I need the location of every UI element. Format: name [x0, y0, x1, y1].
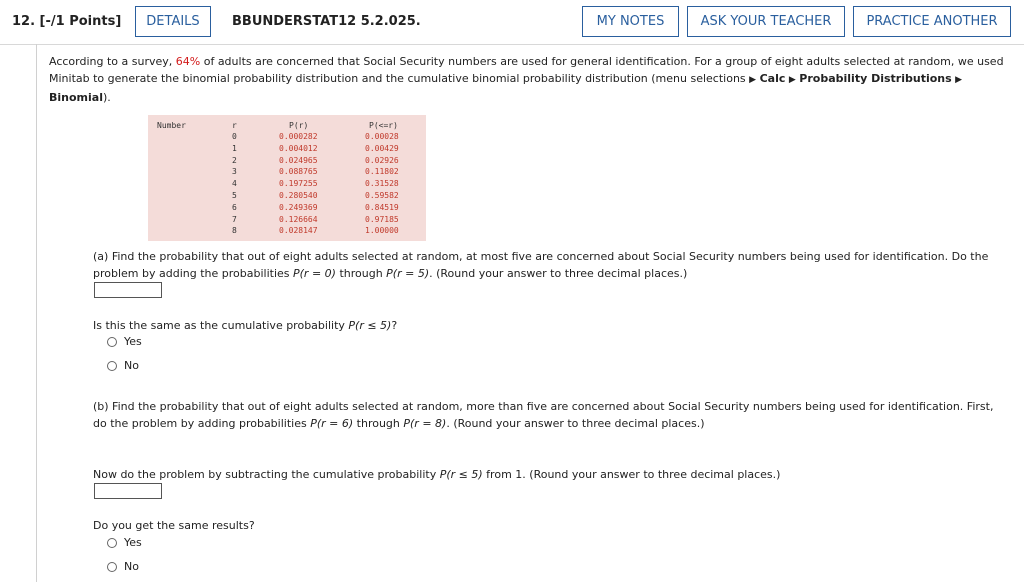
table-cell-r: 7 [232, 214, 237, 224]
part-b-question [93, 398, 1008, 432]
part-b-subtract-question [93, 466, 1008, 483]
binomial-distribution-table [148, 115, 426, 241]
table-cell-pr: 0.126664 [279, 214, 318, 224]
radio-icon[interactable] [107, 562, 117, 572]
table-header-cumulative: P(<=r) [369, 121, 398, 130]
details-button[interactable]: DETAILS [135, 6, 211, 37]
part-a-expr-2: P(r = 5) [386, 267, 430, 280]
part-b-yes-label: Yes [124, 536, 142, 549]
table-cell-r: 4 [232, 179, 237, 189]
table-cell-cumulative: 0.00429 [365, 143, 399, 153]
menu-arrow-icon: ▶ [955, 75, 963, 85]
part-a-no-option[interactable] [107, 359, 139, 372]
table-cell-cumulative: 0.59582 [365, 191, 399, 200]
question-number: 12. [-/1 Points] [12, 14, 122, 29]
table-cell-r: 0 [232, 132, 237, 141]
table-cell-pr: 0.197255 [279, 179, 318, 189]
table-cell-cumulative: 0.11802 [365, 167, 399, 177]
part-b-answer-input[interactable] [94, 483, 162, 499]
table-cell-cumulative: 0.84519 [365, 202, 399, 212]
part-b-text-1: (b) Find the probability that out of eight adults selected at random, more than five are concerned about Social Security numbers being used for identification. First, do the problem by adding probabilities [93, 400, 994, 430]
part-b-no-label: No [124, 560, 139, 573]
menu-probability-distributions: Probability Distributions [799, 72, 952, 85]
table-cell-r: 5 [232, 191, 237, 200]
table-header-number: Number [157, 121, 186, 130]
part-a-text-2: through [335, 267, 387, 280]
table-cell-pr: 0.004012 [279, 143, 318, 153]
table-header-pr: P(r) [289, 121, 309, 130]
part-b-no-option[interactable] [107, 560, 139, 573]
question-header [0, 0, 1024, 45]
part-b-sub-expr: P(r ≤ 5) [439, 468, 483, 481]
part-a-yes-option[interactable] [107, 335, 142, 348]
menu-arrow-icon: ▶ [788, 75, 796, 85]
table-cell-cumulative: 0.02926 [365, 155, 399, 165]
menu-calc: Calc [759, 72, 786, 85]
table-cell-cumulative: 0.00028 [365, 132, 399, 141]
part-a-yes-label: Yes [124, 335, 142, 348]
part-a-text-3: . (Round your answer to three decimal places.) [429, 267, 688, 280]
part-a-text-1: (a) Find the probability that out of eight adults selected at random, at most five are concerned about Social Security numbers being used for identification. Do the problem by adding the probabilities [93, 250, 989, 280]
part-b-yes-option[interactable] [107, 536, 142, 549]
radio-icon[interactable] [107, 361, 117, 371]
part-a-expr-1: P(r = 0) [293, 267, 336, 280]
my-notes-button[interactable]: MY NOTES [582, 6, 679, 37]
part-b-sub-text-1: Now do the problem by subtracting the cumulative probability [93, 468, 440, 481]
table-cell-cumulative: 1.00000 [365, 226, 399, 236]
intro-percent: 64% [175, 55, 201, 68]
table-cell-r: 2 [232, 155, 237, 165]
practice-another-button[interactable]: PRACTICE ANOTHER [853, 6, 1011, 37]
part-b-text-3: . (Round your answer to three decimal places.) [446, 417, 705, 430]
content-left-border [36, 44, 37, 582]
table-cell-r: 8 [232, 226, 237, 236]
part-b-expr-1: P(r = 6) [310, 417, 354, 430]
table-cell-pr: 0.088765 [279, 167, 318, 177]
table-cell-pr: 0.028147 [279, 226, 318, 236]
table-cell-r: 6 [232, 202, 237, 212]
table-cell-cumulative: 0.97185 [365, 214, 399, 224]
menu-arrow-icon: ▶ [749, 75, 757, 85]
table-cell-pr: 0.280540 [279, 191, 318, 200]
part-a-same-expr: P(r ≤ 5) [348, 319, 392, 332]
question-id: BBUNDERSTAT12 5.2.025. [232, 14, 421, 29]
part-b-same-question: Do you get the same results? [93, 519, 255, 532]
part-b-expr-2: P(r = 8) [403, 417, 447, 430]
ask-teacher-button[interactable]: ASK YOUR TEACHER [687, 6, 845, 37]
menu-binomial: Binomial [49, 91, 103, 104]
intro-end: ). [102, 91, 111, 104]
part-b-text-2: through [353, 417, 404, 430]
radio-icon[interactable] [107, 538, 117, 548]
part-a-answer-input[interactable] [94, 282, 162, 298]
part-b-sub-text-2: from 1. (Round your answer to three decimal places.) [482, 468, 781, 481]
table-header-r: r [232, 121, 237, 130]
table-cell-pr: 0.024965 [279, 155, 318, 165]
intro-text-2: of adults are concerned that Social Security numbers are used for general identification. For a group of eight adults selected at random, we used Minitab to generate the binomial probability distribution and the cumulative binomial probability distribution (menu selections [49, 55, 1004, 85]
problem-intro [49, 53, 1014, 106]
part-a-question [93, 248, 1008, 282]
part-a-same-text: Is this the same as the cumulative probability [93, 319, 349, 332]
table-cell-pr: 0.249369 [279, 202, 318, 212]
table-cell-pr: 0.000282 [279, 132, 318, 141]
table-cell-r: 1 [232, 143, 237, 153]
radio-icon[interactable] [107, 337, 117, 347]
part-a-same-question [93, 317, 397, 334]
intro-text-1: According to a survey, [49, 55, 176, 68]
table-cell-r: 3 [232, 167, 237, 177]
table-cell-cumulative: 0.31528 [365, 179, 399, 189]
part-a-same-end: ? [391, 319, 398, 332]
part-a-no-label: No [124, 359, 139, 372]
